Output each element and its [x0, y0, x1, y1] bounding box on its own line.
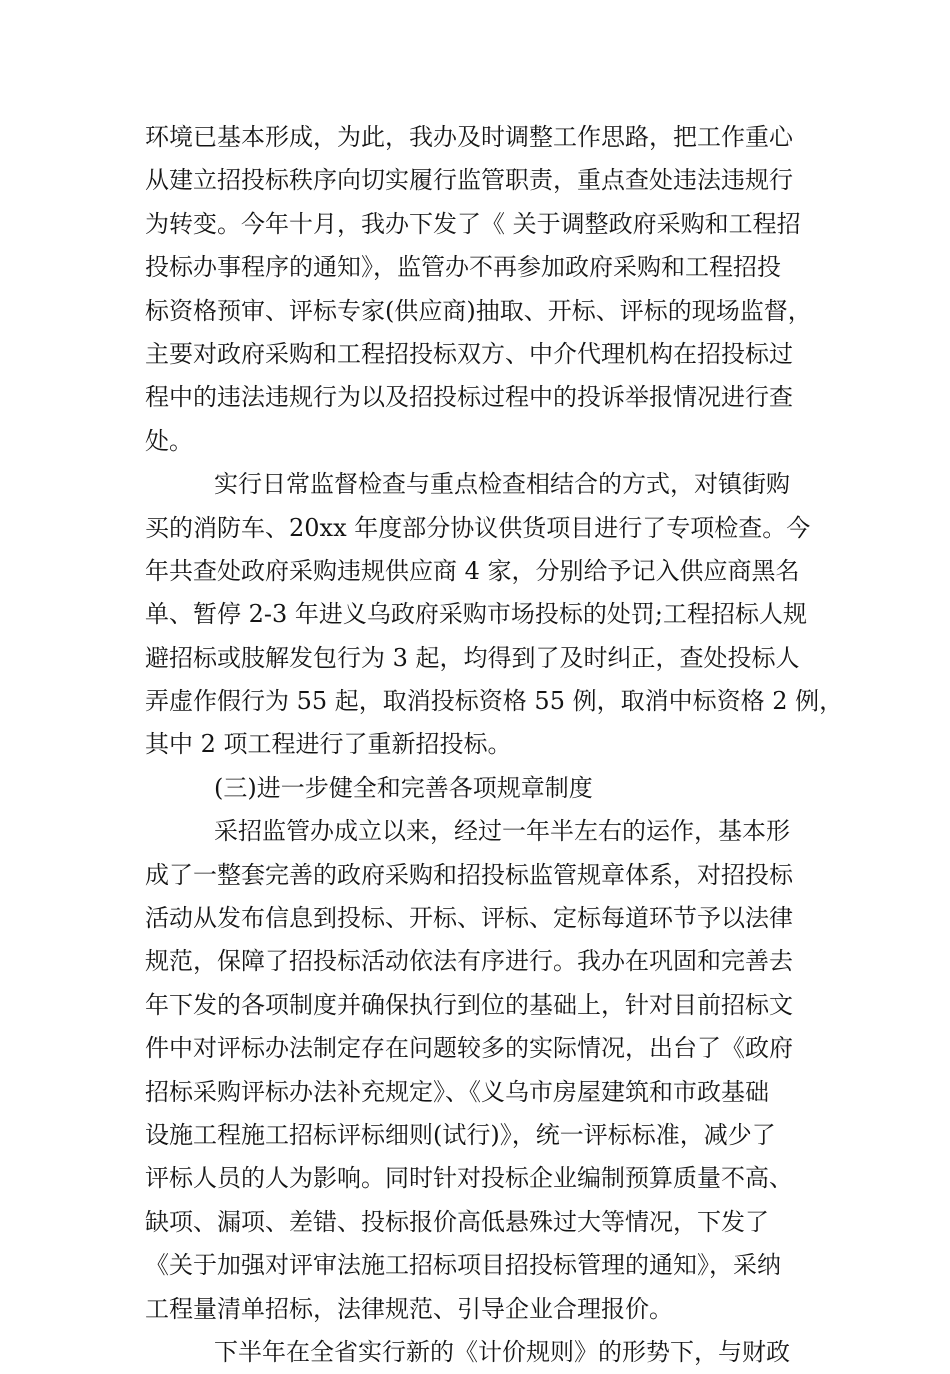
text-line: 年共查处政府采购违规供应商 4 家，分别给予记入供应商黑名: [145, 556, 800, 585]
text-line: 投标办事程序的通知》，监管办不再参加政府采购和工程招投: [145, 253, 781, 282]
text-line: 为转变。今年十月，我办下发了《 关于调整政府采购和工程招: [145, 209, 801, 238]
text-line: 主要对政府采购和工程招投标双方、中介代理机构在招投标过: [145, 339, 793, 368]
body-text: [145, 116, 844, 1374]
text-line: 年下发的各项制度并确保执行到位的基础上，针对目前招标文: [145, 990, 793, 1019]
text-line: 从建立招投标秩序向切实履行监管职责，重点查处违法违规行: [145, 166, 793, 195]
text-line: 环境已基本形成，为此，我办及时调整工作思路，把工作重心: [145, 123, 793, 151]
text-line: 《关于加强对评审法施工招标项目招投标管理的通知》，采纳: [145, 1251, 781, 1280]
text-line: 程中的违法违规行为以及招投标过程中的投诉举报情况进行查: [145, 383, 793, 412]
text-line: 标资格预审、评标专家(供应商)抽取、开标、评标的现场监督，: [145, 296, 812, 325]
text-line: 处。: [145, 426, 193, 455]
text-line: 缺项、漏项、差错、投标报价高低悬殊过大等情况，下发了: [145, 1207, 769, 1236]
text-line: 工程量清单招标，法律规范、引导企业合理报价。: [145, 1294, 673, 1323]
text-line: 评标人员的人为影响。同时针对投标企业编制预算质量不高、: [145, 1164, 793, 1193]
text-line: 避招标或肢解发包行为 3 起，均得到了及时纠正，查处投标人: [145, 643, 800, 672]
text-line: 弄虚作假行为 55 起，取消投标资格 55 例，取消中标资格 2 例，: [145, 687, 844, 716]
text-line: 采招监管办成立以来，经过一年半左右的运作，基本形: [214, 817, 790, 846]
text-line: 成了一整套完善的政府采购和招投标监管规章体系，对招投标: [145, 860, 793, 889]
text-line: 买的消防车、20xx 年度部分协议供货项目进行了专项检查。今: [145, 513, 811, 542]
text-line: 件中对评标办法制定存在问题较多的实际情况，出台了《政府: [145, 1034, 793, 1063]
text-line: 单、暂停 2-3 年进义乌政府采购市场投标的处罚;工程招标人规: [145, 600, 807, 629]
text-line: 其中 2 项工程进行了重新招投标。: [145, 730, 512, 759]
text-line: 实行日常监督检查与重点检查相结合的方式，对镇街购: [214, 470, 790, 499]
text-line: (三)进一步健全和完善各项规章制度: [214, 773, 593, 802]
text-line: 活动从发布信息到投标、开标、评标、定标每道环节予以法律: [145, 904, 793, 933]
text-line: 规范，保障了招投标活动依法有序进行。我办在巩固和完善去: [145, 947, 793, 976]
text-line: 下半年在全省实行新的《计价规则》的形势下，与财政: [214, 1337, 790, 1366]
text-line: 设施工程施工招标评标细则(试行)》，统一评标标准，减少了: [145, 1120, 776, 1149]
text-line: 招标采购评标办法补充规定》、《义乌市房屋建筑和市政基础: [145, 1077, 769, 1106]
